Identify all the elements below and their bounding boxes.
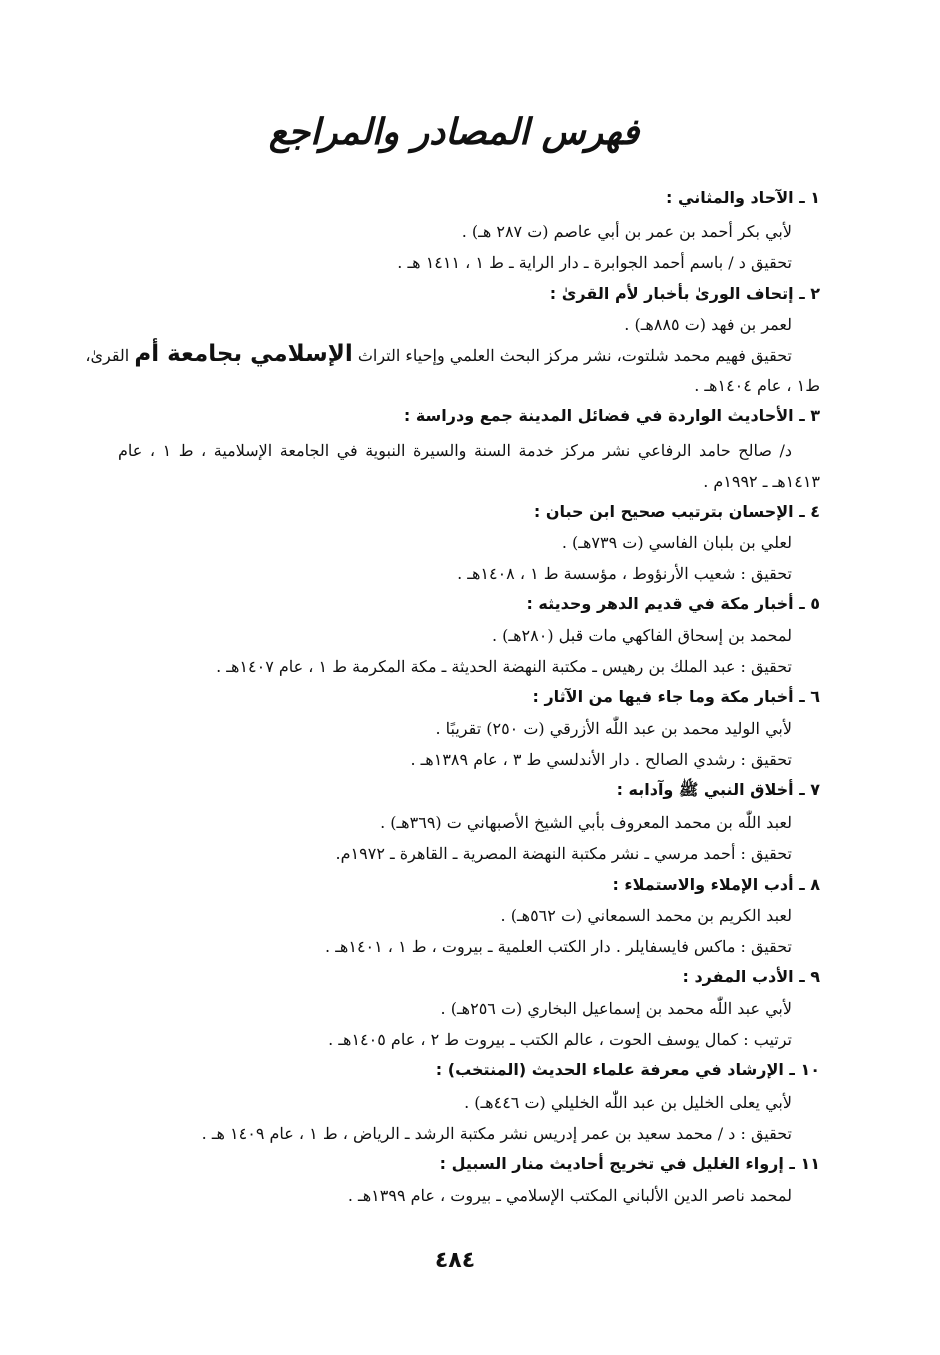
entry-publication: د/ صالح حامد الرفاعي نشر مركز خدمة السنة والسيرة النبوية في الجامعة الإسلامية ، ط ١ ، عام — [118, 441, 793, 460]
entry-heading: ٥ ـ أخبار مكة في قديم الدهر وحديثه : — [526, 594, 820, 613]
entry-author: لعبد الكريم بن محمد السمعاني (ت ٥٦٢هـ) . — [500, 906, 792, 925]
entry-publication: تحقيق : شعيب الأرنؤوط ، مؤسسة ط ١ ، ١٤٠٨هـ . — [457, 564, 792, 583]
entry-publication: تحقيق : عبد الملك بن رهيس ـ مكتبة النهضة الحديثة ـ مكة المكرمة ط ١ ، عام ١٤٠٧هـ . — [216, 657, 792, 676]
emphasized-text: الإسلامي بجامعة أم — [134, 341, 353, 367]
entry-author: لعبد اللّٰه بن محمد المعروف بأبي الشيخ الأصبهاني ت (٣٦٩هـ) . — [380, 813, 792, 832]
entry-publication: ترتيب : كمال يوسف الحوت ، عالم الكتب ـ بيروت ط ٢ ، عام ١٤٠٥هـ . — [328, 1030, 792, 1049]
page-title: فهرس المصادر والمراجع — [268, 112, 640, 153]
entry-publication: تحقيق : د / محمد سعيد بن عمر إدريس نشر مكتبة الرشد ـ الرياض ، ط ١ ، عام ١٤٠٩ هـ . — [201, 1124, 792, 1143]
entry-heading: ٨ ـ أدب الإملاء والاستملاء : — [612, 875, 820, 894]
entry-author: لعمر بن فهد (ت ٨٨٥هـ) . — [624, 315, 792, 334]
page-number: ٤٨٤ — [434, 1248, 476, 1273]
entry-heading: ١ ـ الآحاد والمثاني : — [666, 188, 820, 207]
entry-heading: ١٠ ـ الإرشاد في معرفة علماء الحديث (المنتخب) : — [435, 1060, 820, 1079]
entry-author: لمحمد بن إسحاق الفاكهي مات قبل (٢٨٠هـ) . — [491, 626, 792, 645]
entry-edition: ط١ ، عام ١٤٠٤هـ . — [694, 376, 820, 395]
entry-publication: تحقيق : رشدي الصالح . دار الأندلسي ط ٣ ، عام ١٣٨٩هـ . — [410, 750, 792, 769]
entry-author: لأبي عبد اللّٰه محمد بن إسماعيل البخاري (ت ٢٥٦هـ) . — [440, 999, 792, 1018]
entry-author: لأبي بكر أحمد بن عمر بن أبي عاصم (ت ٢٨٧ هـ) . — [461, 222, 792, 241]
entry-author: لمحمد ناصر الدين الألباني المكتب الإسلامي ـ بيروت ، عام ١٣٩٩هـ . — [347, 1186, 792, 1205]
entry-heading: ٩ ـ الأدب المفرد : — [682, 967, 820, 986]
entry-publication: تحقيق : ماكس فايسفايلر . دار الكتب العلمية ـ بيروت ، ط ١ ، ١٤٠١هـ . — [325, 937, 792, 956]
entry-author: لأبي يعلى الخليل بن عبد اللّٰه الخليلي (ت ٤٤٦هـ) . — [464, 1093, 792, 1112]
entry-publication: تحقيق د / باسم أحمد الجوابرة ـ دار الراية ـ ط ١ ، ١٤١١ هـ . — [397, 253, 792, 272]
entry-heading: ٧ ـ أخلاق النبي ﷺ وآدابه : — [616, 780, 820, 799]
entry-heading: ٢ ـ إتحاف الورىٰ بأخبار لأم القرىٰ : — [549, 284, 820, 303]
entry-publication: تحقيق : أحمد مرسي ـ نشر مكتبة النهضة المصرية ـ القاهرة ـ ١٩٧٢م. — [335, 844, 792, 863]
entry-date: ١٤١٣هـ ـ ١٩٩٢م . — [703, 472, 820, 491]
entry-heading: ١١ ـ إرواء الغليل في تخريج أحاديث منار السبيل : — [439, 1154, 820, 1173]
entry-heading: ٤ ـ الإحسان بترتيب صحيح ابن حبان : — [533, 502, 820, 521]
entry-heading: ٦ ـ أخبار مكة وما جاء فيها من الآثار : — [532, 687, 820, 706]
entry-publication: تحقيق فهيم محمد شلتوت، نشر مركز البحث العلمي وإحياء التراث الإسلامي بجامعة أم القرىٰ، — [85, 341, 792, 367]
entry-heading: ٣ ـ الأحاديث الواردة في فضائل المدينة جمع ودراسة : — [403, 406, 820, 425]
entry-author: لعلي بن بلبان الفاسي (ت ٧٣٩هـ) . — [561, 533, 792, 552]
entry-author: لأبي الوليد محمد بن عبد اللّٰه الأزرقي (ت ٢٥٠) تقريبًا . — [435, 719, 792, 738]
